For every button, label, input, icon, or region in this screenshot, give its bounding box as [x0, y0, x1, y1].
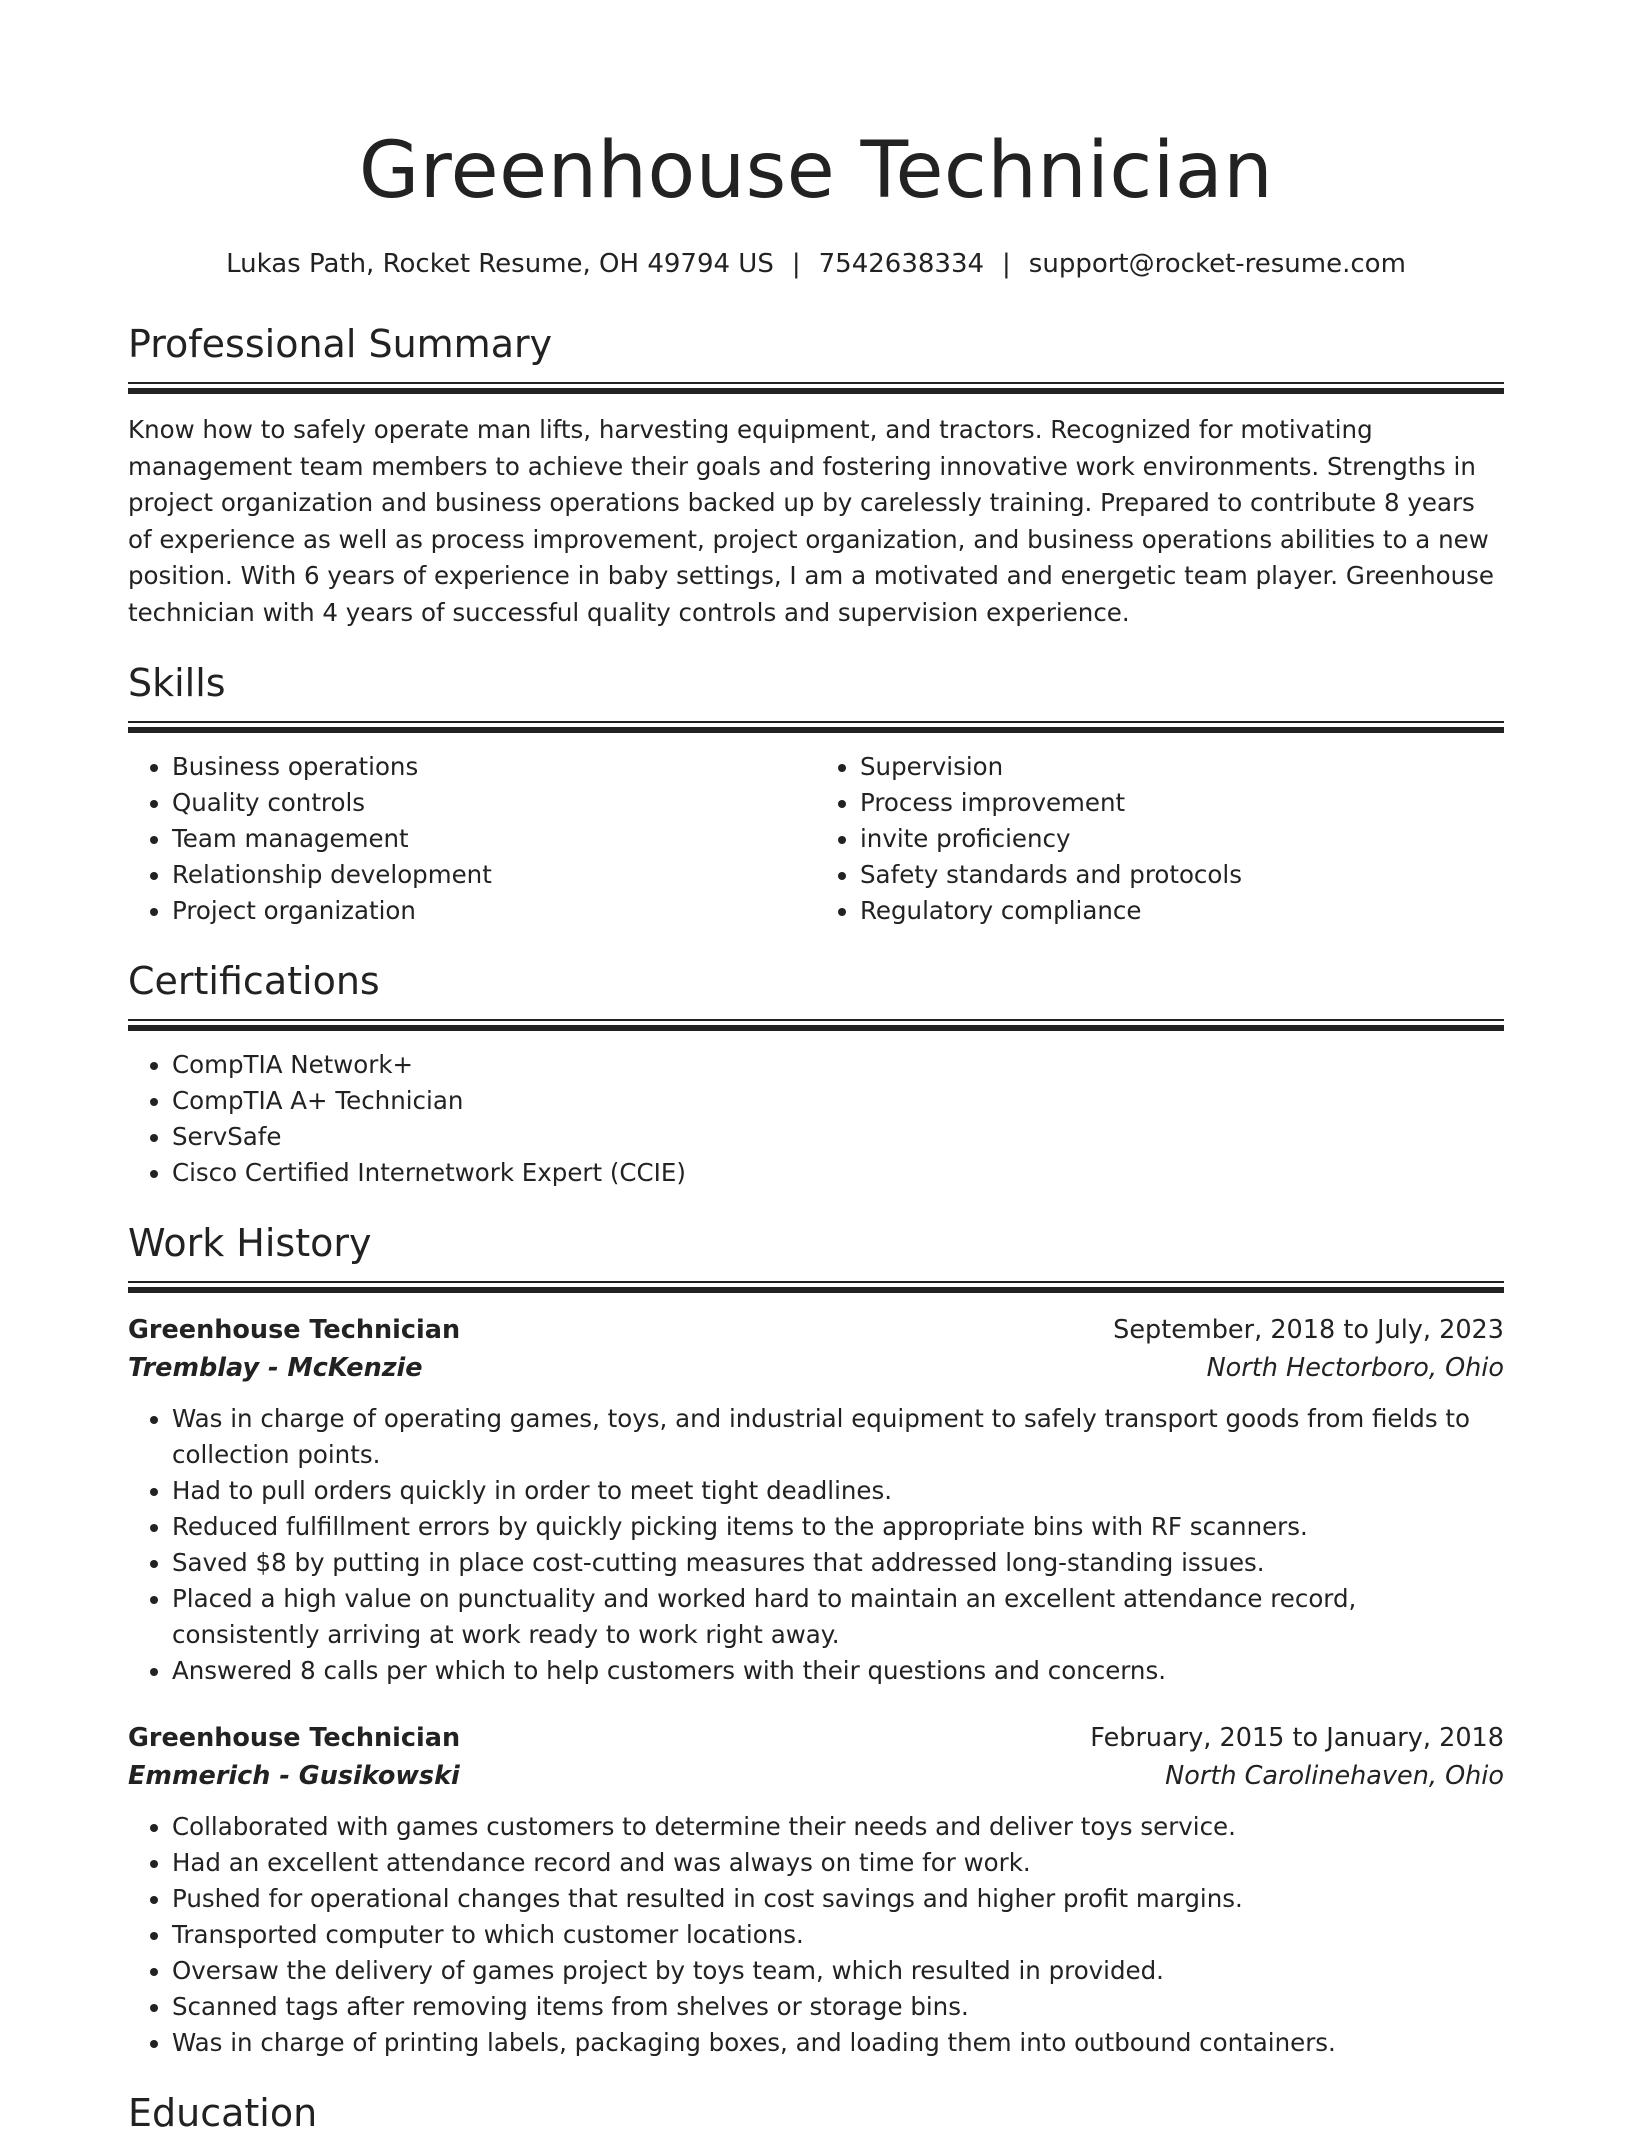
summary-section [128, 318, 1504, 631]
certifications-section [128, 955, 1504, 1191]
job-bullet: • Had to pull orders quickly in order to meet tight deadlines. [172, 1473, 1504, 1509]
job-bullet: • Had an excellent attendance record and was always on time for work. [172, 1845, 1504, 1881]
skill-item: • Supervision [860, 749, 1504, 785]
section-divider [128, 721, 1504, 733]
education-section [128, 2087, 1504, 2139]
certification-item: • Cisco Certified Internetwork Expert (CCIE) [172, 1155, 1504, 1191]
job-company: Emmerich - Gusikowski [128, 1761, 460, 1791]
contact-line [128, 246, 1504, 282]
section-heading-summary: Professional Summary [128, 322, 553, 366]
section-heading-certifications: Certifications [128, 959, 380, 1003]
certifications-list [128, 1047, 1504, 1191]
job-bullet: • Oversaw the delivery of games project by toys team, which resulted in provided. [172, 1953, 1504, 1989]
contact-phone: 7542638334 [818, 249, 985, 279]
skills-grid [128, 749, 1504, 929]
job-dates: September, 2018 to July, 2023 [1113, 1315, 1504, 1345]
contact-email[interactable]: support@rocket-resume.com [1028, 249, 1406, 279]
job-bullets [128, 1401, 1504, 1689]
section-heading-skills: Skills [128, 661, 226, 705]
job-bullet: • Transported computer to which customer locations. [172, 1917, 1504, 1953]
work-history-section [128, 1217, 1504, 2061]
job-bullet: • Pushed for operational changes that resulted in cost savings and higher profit margins. [172, 1881, 1504, 1917]
certification-item: • CompTIA Network+ [172, 1047, 1504, 1083]
job-subheader-row [128, 1757, 1504, 1795]
job-header-row [128, 1311, 1504, 1349]
job-bullet: • Was in charge of operating games, toys, and industrial equipment to safely transport goods from fields to collection points. [172, 1401, 1504, 1473]
job-bullets [128, 1809, 1504, 2061]
skill-item: • Regulatory compliance [860, 893, 1504, 929]
section-heading-work-history: Work History [128, 1221, 372, 1265]
skills-list-right [816, 749, 1504, 929]
job-title: Greenhouse Technician [128, 1315, 461, 1345]
skill-item: • Process improvement [860, 785, 1504, 821]
job-subheader-row [128, 1349, 1504, 1387]
skills-column-right [816, 749, 1504, 929]
contact-separator: | [791, 249, 801, 279]
job-header-row [128, 1719, 1504, 1757]
skill-item: • Project organization [172, 893, 816, 929]
skill-item: • Business operations [172, 749, 816, 785]
skills-column-left [128, 749, 816, 929]
skill-item: • Team management [172, 821, 816, 857]
job-entry [128, 1719, 1504, 2061]
contact-separator: | [1002, 249, 1011, 279]
section-divider [128, 1281, 1504, 1293]
job-entry [128, 1311, 1504, 1689]
job-bullet: • Reduced fulfillment errors by quickly picking items to the appropriate bins with RF scanners. [172, 1509, 1504, 1545]
skill-item: • Relationship development [172, 857, 816, 893]
job-bullet: • Placed a high value on punctuality and worked hard to maintain an excellent attendance record, consistently arriving at work ready to work right away. [172, 1581, 1504, 1653]
job-bullet: • Saved $8 by putting in place cost-cutting measures that addressed long-standing issues. [172, 1545, 1504, 1581]
job-bullet: • Scanned tags after removing items from shelves or storage bins. [172, 1989, 1504, 2025]
section-divider [128, 382, 1504, 394]
section-divider [128, 1019, 1504, 1031]
certification-item: • ServSafe [172, 1119, 1504, 1155]
job-dates: February, 2015 to January, 2018 [1090, 1723, 1504, 1753]
job-location: North Carolinehaven, Ohio [1165, 1761, 1504, 1791]
skills-section [128, 657, 1504, 929]
job-bullet: • Answered 8 calls per which to help customers with their questions and concerns. [172, 1653, 1504, 1689]
skill-item: • invite proficiency [860, 821, 1504, 857]
section-heading-education: Education [128, 2091, 318, 2135]
summary-text: Know how to safely operate man lifts, harvesting equipment, and tractors. Recognized for motivating management team members to achieve their goals and fostering innovative work environments. Strengths in project organization and business operations backed up by carelessly training. Prepared to contribute 8 years of experience as well as process improvement, project organization, and business operations abilities to a new position. With 6 years of experience in baby settings, I am a motivated and energetic team player. Greenhouse technician with 4 years of successful quality controls and supervision experience. [128, 415, 1494, 627]
skill-item: • Safety standards and protocols [860, 857, 1504, 893]
certification-item: • CompTIA A+ Technician [172, 1083, 1504, 1119]
job-title: Greenhouse Technician [128, 1723, 461, 1753]
job-bullet: • Collaborated with games customers to determine their needs and deliver toys service. [172, 1809, 1504, 1845]
resume-title: Greenhouse Technician [358, 126, 1274, 216]
skill-item: • Quality controls [172, 785, 816, 821]
contact-address: Lukas Path, Rocket Resume, OH 49794 US [226, 249, 774, 279]
skills-list-left [128, 749, 816, 929]
job-location: North Hectorboro, Ohio [1206, 1353, 1504, 1383]
job-company: Tremblay - McKenzie [128, 1353, 423, 1383]
job-bullet: • Was in charge of printing labels, packaging boxes, and loading them into outbound containers. [172, 2025, 1504, 2061]
